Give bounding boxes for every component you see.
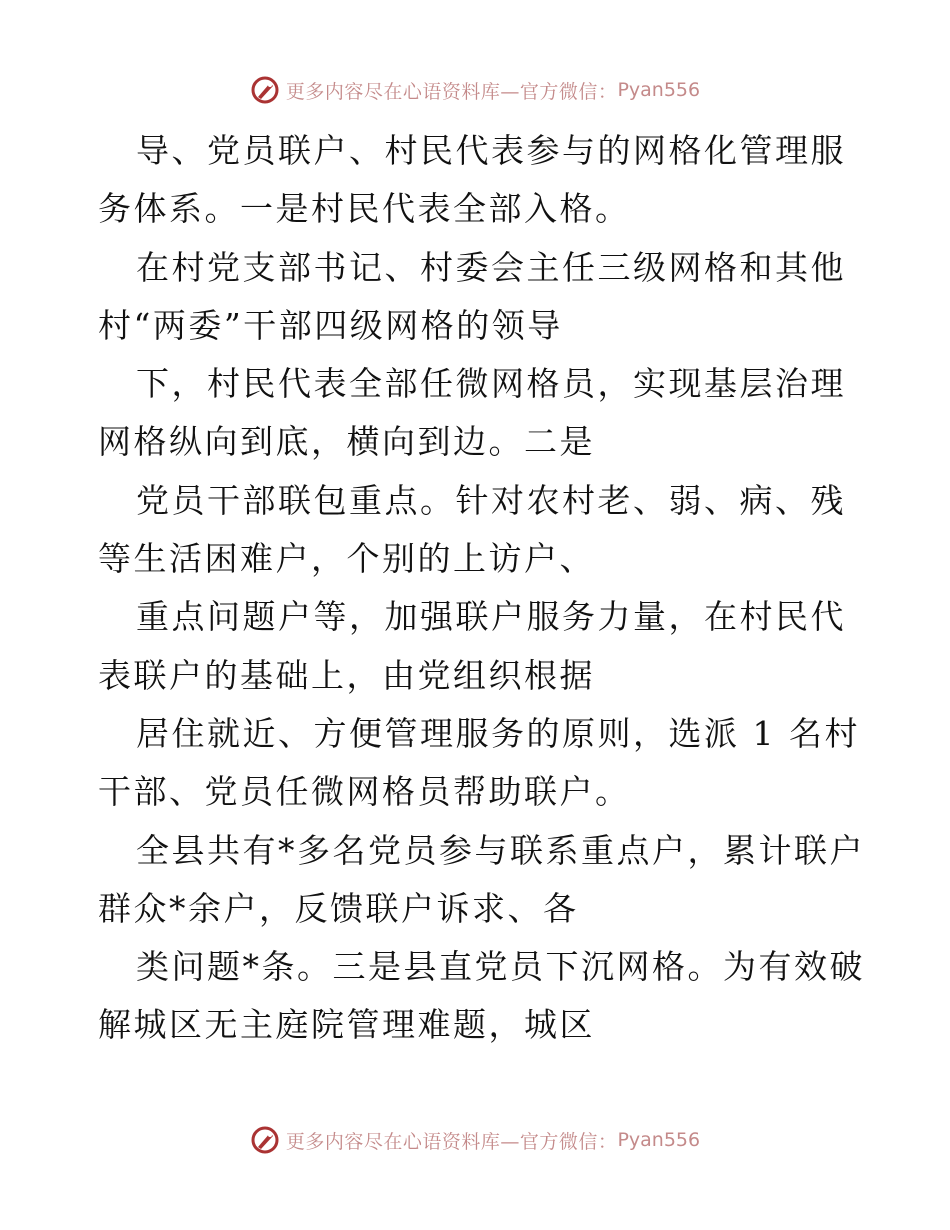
header-banner-text: 更多内容尽在心语资料库— bbox=[285, 80, 520, 103]
document-body bbox=[98, 122, 878, 1055]
paragraph: 重点问题户等，加强联户服务力量，在村民代表联户的基础上，由党组织根据 bbox=[98, 597, 846, 695]
paragraph: 全县共有*多名党员参与联系重点户，累计联户群众*余户，反馈联户诉求、各 bbox=[98, 830, 865, 928]
paragraph: 类问题*条。三是县直党员下沉网格。为有效破解城区无主庭院管理难题，城区 bbox=[98, 947, 865, 1045]
header-wechat-label: 官方微信： bbox=[519, 80, 618, 103]
pen-nib-seal-icon bbox=[250, 1125, 280, 1155]
paragraph: 党员干部联包重点。针对农村老、弱、病、残等生活困难户，个别的上访户、 bbox=[98, 480, 846, 579]
paragraph: 下，村民代表全部任微网格员，实现基层治理网格纵向到底，横向到边。二是 bbox=[98, 364, 846, 462]
footer-banner bbox=[0, 1120, 950, 1160]
header-banner bbox=[0, 70, 950, 110]
footer-wechat-label: 官方微信： bbox=[519, 1130, 618, 1153]
header-wechat-id: Pyan556 bbox=[617, 79, 701, 101]
paragraph: 居住就近、方便管理服务的原则，选派 1 名村干部、党员任微网格员帮助联户。 bbox=[98, 713, 860, 812]
footer-wechat-id: Pyan556 bbox=[617, 1129, 701, 1151]
pen-nib-seal-icon bbox=[250, 75, 280, 105]
footer-banner-text: 更多内容尽在心语资料库— bbox=[285, 1130, 520, 1153]
paragraph: 在村党支部书记、村委会主任三级网格和其他村“两委”干部四级网格的领导 bbox=[98, 247, 846, 345]
paragraph: 导、党员联户、村民代表参与的网格化管理服务体系。一是村民代表全部入格。 bbox=[98, 131, 846, 229]
